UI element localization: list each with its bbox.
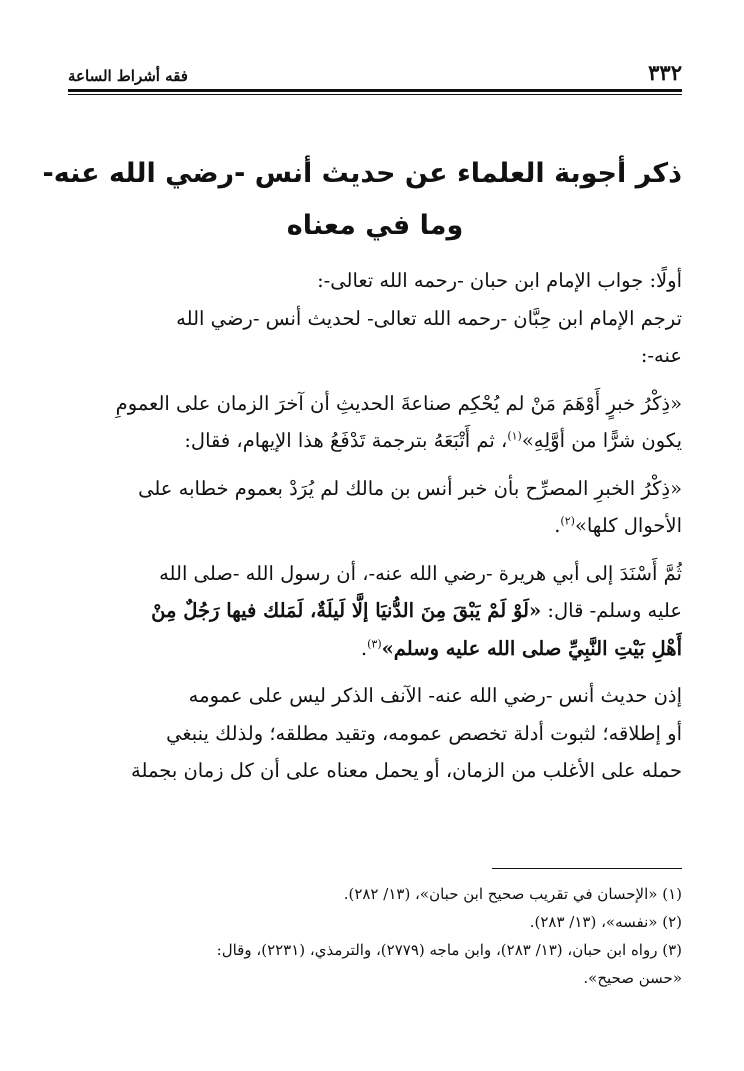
text-run: . xyxy=(360,636,368,660)
hadith-text: «لَوْ لَمْ يَبْقَ مِنَ الدُّنيَا إلَّا لَيلَةٌ، لَمَلك فيها رَجُلٌ مِنْ xyxy=(151,599,542,622)
text-line: حمله على الأغلب من الزمان، أو يحمل معناه على أن كل زمان بجملة xyxy=(131,759,682,782)
chapter-title xyxy=(42,148,682,252)
text-line: عنه-: xyxy=(640,344,682,367)
footnote-ref-2: (٢) xyxy=(560,514,575,528)
footnote-separator xyxy=(492,868,682,869)
quote-line xyxy=(68,422,682,460)
footnote-3: (٣) رواه ابن حبان، (١٣/ ٢٨٣)، وابن ماجه (٢٧٧٩)، والترمذي، (٢٢٣١)، وقال: xyxy=(216,941,682,959)
quote-line: «ذِكْرُ خبرٍ أَوْهَمَ مَنْ لم يُحْكِم صناعةَ الحديثِ أن آخرَ الزمان على العمومِ xyxy=(115,391,682,415)
footnote-3-continued: «حسن صحيح». xyxy=(583,969,682,987)
text-line: أو إطلاقه؛ لثبوت أدلة تخصص عمومه، وتقيد مطلقه؛ ولذلك ينبغي xyxy=(166,721,682,745)
chapter-title-line-2: وما في معناه xyxy=(286,210,464,241)
hadith-text: أَهْلِ بَيْتِ النَّبِيِّ صلى الله عليه وسلم» xyxy=(381,636,682,660)
text-line: ترجم الإمام ابن حِبَّان -رحمه الله تعالى- لحديث أنس -رضي الله xyxy=(176,306,682,330)
header-rule-thin xyxy=(68,94,682,95)
footnotes xyxy=(68,880,682,992)
page-number: ٣٣٢ xyxy=(648,60,682,85)
text-line: ثُمَّ أَسْنَدَ إلى أبي هريرة -رضي الله عنه-، أن رسول الله -صلى الله xyxy=(159,561,682,585)
header-rule xyxy=(68,89,682,92)
footnote-ref-3: (٣) xyxy=(367,637,382,650)
running-title: فقه أشراط الساعة xyxy=(68,67,188,85)
section-heading: أولًا: جواب الإمام ابن حبان -رحمه الله تعالى-: xyxy=(317,269,682,292)
footnote-2: (٢) «نفسه»، (١٣/ ٢٨٣). xyxy=(529,913,682,931)
text-line xyxy=(68,592,682,630)
text-line: إذن حديث أنس -رضي الله عنه- الآنف الذكر ليس على عمومه xyxy=(188,684,682,707)
quote-line: «ذِكْرُ الخبرِ المصرِّح بأن خبر أنس بن مالك لم يُرَدْ بعموم خطابه على xyxy=(138,476,682,500)
page-header xyxy=(68,55,682,85)
footnote-1: (١) «الإحسان في تقريب صحيح ابن حبان»، (١٣/ ٢٨٢). xyxy=(343,885,682,903)
text-run: . xyxy=(554,514,561,537)
text-run: عليه وسلم- قال: xyxy=(541,599,682,622)
chapter-title-line-1: ذكر أجوبة العلماء عن حديث أنس -رضي الله عنه- xyxy=(42,158,682,189)
quote-end: الأحوال كلها» xyxy=(574,514,682,537)
body-text xyxy=(68,262,682,790)
quote-end: يكون شرًّا من أوَّلِهِ» xyxy=(521,429,682,452)
text-line xyxy=(68,630,682,668)
text-run: ، ثم أَتْبَعَهُ بترجمة تَدْفَعُ هذا الإيهام، فقال: xyxy=(184,429,508,452)
quote-line xyxy=(68,507,682,545)
footnote-ref-1: (١) xyxy=(507,429,522,443)
